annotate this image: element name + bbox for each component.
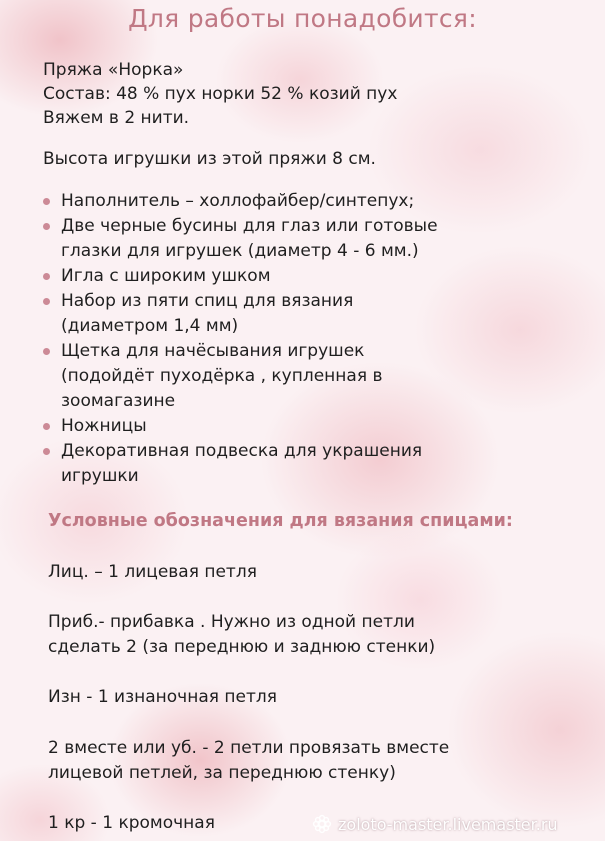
composition-line: Состав: 48 % пух норки 52 % козий пух [43,84,398,104]
list-item-text: Две черные бусины для глаз или готовые [61,216,438,236]
list-item-text: (диаметром 1,4 мм) [61,316,239,336]
list-item-text: Игла с широким ушком [61,266,271,286]
watermark [312,813,558,835]
legend-item: Изн - 1 изнаночная петля [48,687,277,707]
list-item-text: Наполнитель – холлофайбер/синтепух; [61,191,415,211]
legend-item-continued: лицевой петлей, за переднюю стенку) [48,763,396,783]
legend-item: Приб.- прибавка . Нужно из одной петли [48,612,415,632]
bullet-icon [43,198,50,205]
yarn-line: Пряжа «Норка» [43,60,184,80]
bullet-icon [43,348,50,355]
bullet-icon [43,273,50,280]
bullet-icon [43,298,50,305]
list-item-text: Ножницы [61,416,147,436]
height-line: Высота игрушки из этой пряжи 8 см. [43,149,376,169]
list-item-text: Декоративная подвеска для украшения [61,441,423,461]
bullet-icon [43,423,50,430]
threads-line: Вяжем в 2 нити. [43,108,190,128]
list-item-text: Набор из пяти спиц для вязания [61,291,354,311]
legend-title: Условные обозначения для вязания спицами: [48,511,513,531]
list-item-text: зоомагазине [61,391,176,411]
page-title: Для работы понадобится: [128,4,477,33]
list-item-text: игрушки [61,466,139,486]
bullet-icon [43,223,50,230]
legend-item: Лиц. – 1 лицевая петля [48,562,257,582]
bullet-icon [43,448,50,455]
watermark-text: zoloto-master.livemaster.ru [338,814,558,834]
legend-item: 1 кр - 1 кромочная [48,813,215,833]
flower-logo-icon [312,814,332,834]
list-item-text: глазки для игрушек (диаметр 4 - 6 мм.) [61,241,419,261]
legend-item-continued: сделать 2 (за переднюю и заднюю стенки) [48,637,436,657]
list-item-text: (подойдёт пуходёрка , купленная в [61,366,383,386]
list-item-text: Щетка для начёсывания игрушек [61,341,365,361]
legend-item: 2 вместе или уб. - 2 петли провязать вместе [48,738,450,758]
